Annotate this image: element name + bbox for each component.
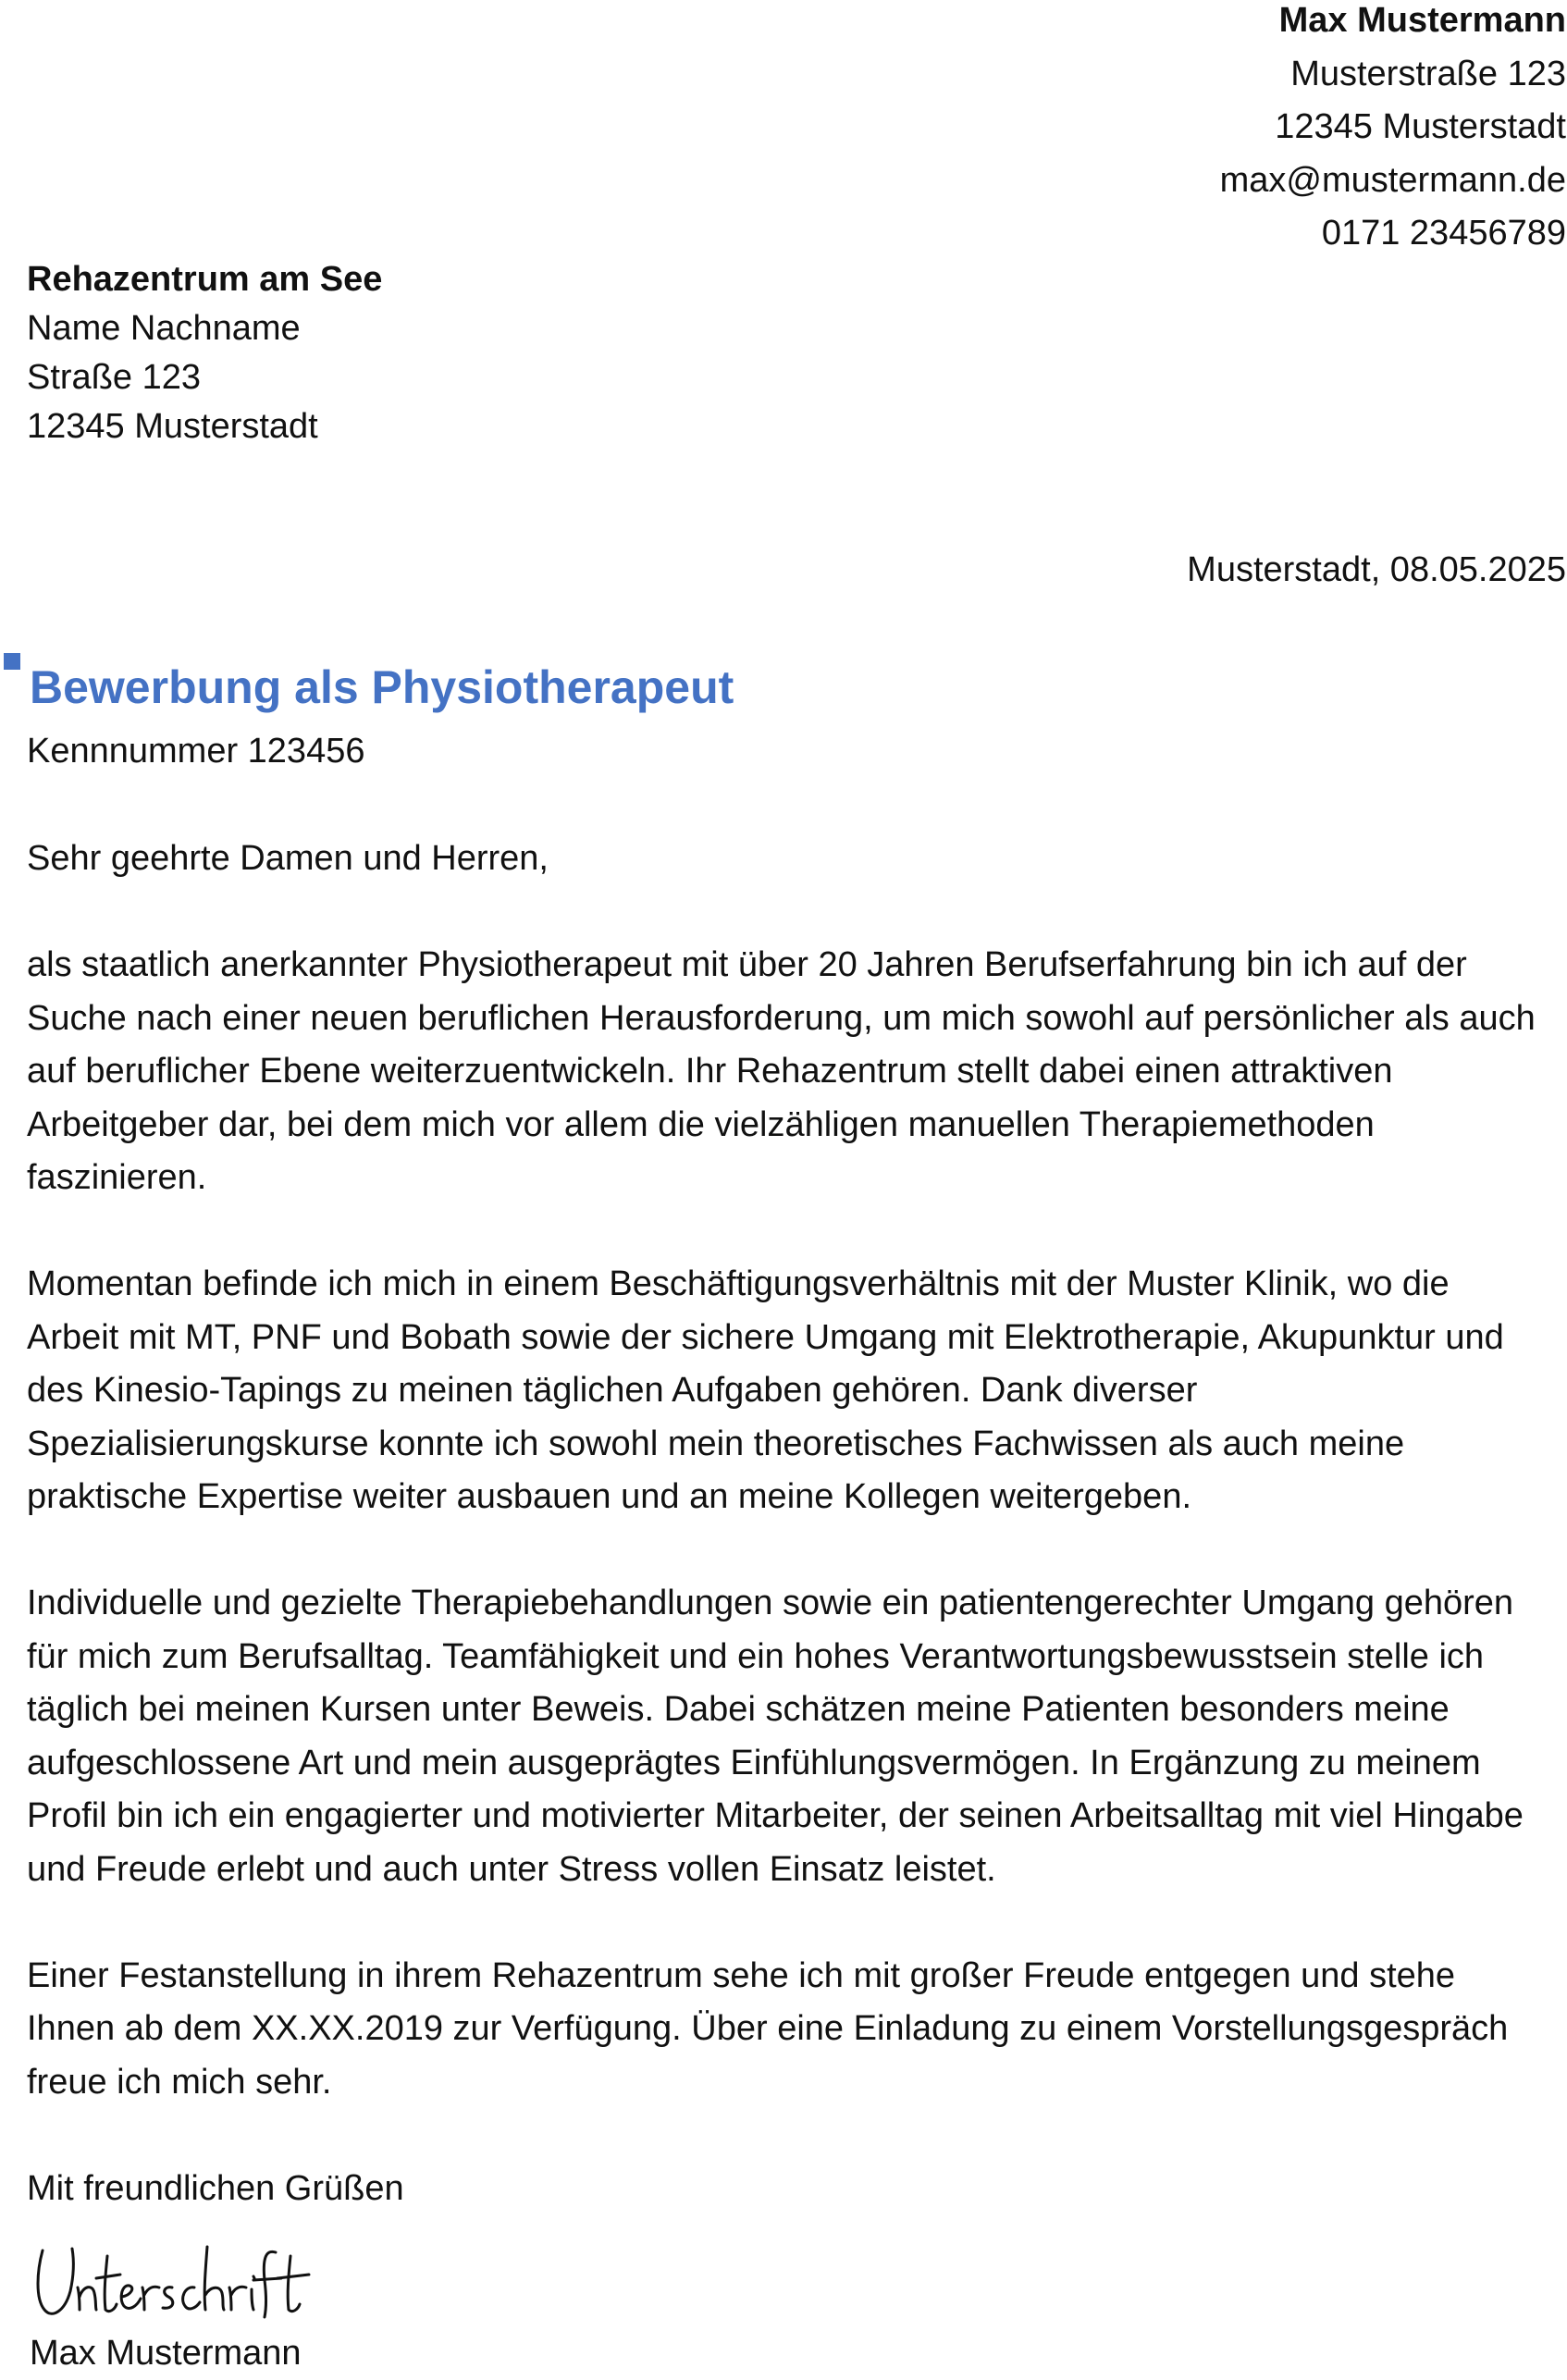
handwritten-signature — [31, 2234, 318, 2326]
recipient-street: Straße 123 — [27, 358, 201, 397]
letter-date: Musterstadt, 08.05.2025 — [1187, 550, 1566, 589]
body-paragraph: als staatlich anerkannter Physiotherapeut mit über 20 Jahren Berufserfahrung bin ich auf der Suche nach einer neuen beruflichen Herausforderung, um mich sowohl auf persönlicher als auch auf beruflicher Ebene weiterzuentwickeln. Ihr Rehazentrum stellt dabei einen attraktiven Arbeitgeber dar, bei dem mich vor allem die vielzähligen manuellen Therapiemethoden faszinieren. — [27, 945, 1536, 1197]
letter-body — [27, 832, 1544, 2269]
recipient-address-block — [27, 255, 382, 451]
sender-phone: 0171 23456789 — [1321, 214, 1566, 253]
closing: Mit freundlichen Grüßen — [27, 2168, 404, 2208]
signer-name: Max Mustermann — [30, 2334, 302, 2373]
reference-number: Kennnummer 123456 — [27, 732, 365, 771]
salutation: Sehr geehrte Damen und Herren, — [27, 839, 549, 878]
sender-address-block — [1220, 0, 1566, 261]
sender-street: Musterstraße 123 — [1290, 54, 1566, 93]
recipient-city: 12345 Musterstadt — [27, 407, 318, 446]
sender-city: 12345 Musterstadt — [1275, 107, 1566, 146]
body-paragraph: Individuelle und gezielte Therapiebehandlungen sowie ein patientengerechter Umgang gehören für mich zum Berufsalltag. Teamfähigkeit und ein hohes Verantwortungsbewusstsein stelle ich täglich bei meinen Kursen unter Beweis. Dabei schätzen meine Patienten besonders meine aufgeschlossene Art und mein ausgeprägtes Einfühlungsvermögen. In Ergänzung zu meinem Profil bin ich ein engagierter und motivierter Mitarbeiter, der seinen Arbeitsalltag mit viel Hingabe und Freude erlebt und auch unter Stress vollen Einsatz leistet. — [27, 1584, 1524, 1889]
sender-name: Max Mustermann — [1278, 1, 1566, 40]
recipient-contact: Name Nachname — [27, 309, 301, 348]
body-paragraph: Momentan befinde ich mich in einem Beschäftigungsverhältnis mit der Muster Klinik, wo die Arbeit mit MT, PNF und Bobath sowie der sichere Umgang mit Elektrotherapie, Akupunktur und des Kinesio-Tapings zu meinen täglichen Aufgaben gehören. Dank diverser Spezialisierungskurse konnte ich sowohl mein theoretisches Fachwissen als auch meine praktische Expertise weiter ausbauen und an meine Kollegen weitergeben. — [27, 1264, 1504, 1516]
body-paragraph: Einer Festanstellung in ihrem Rehazentrum sehe ich mit großer Freude entgegen und stehe Ihnen ab dem XX.XX.2019 zur Verfügung. Über eine Einladung zu einem Vorstellungsgespräch freue ich mich sehr. — [27, 1955, 1509, 2102]
sender-email: max@mustermann.de — [1219, 160, 1566, 200]
letter-subject: Bewerbung als Physiotherapeut — [30, 661, 734, 713]
recipient-org: Rehazentrum am See — [27, 260, 383, 299]
heading-marker-icon — [4, 653, 20, 670]
